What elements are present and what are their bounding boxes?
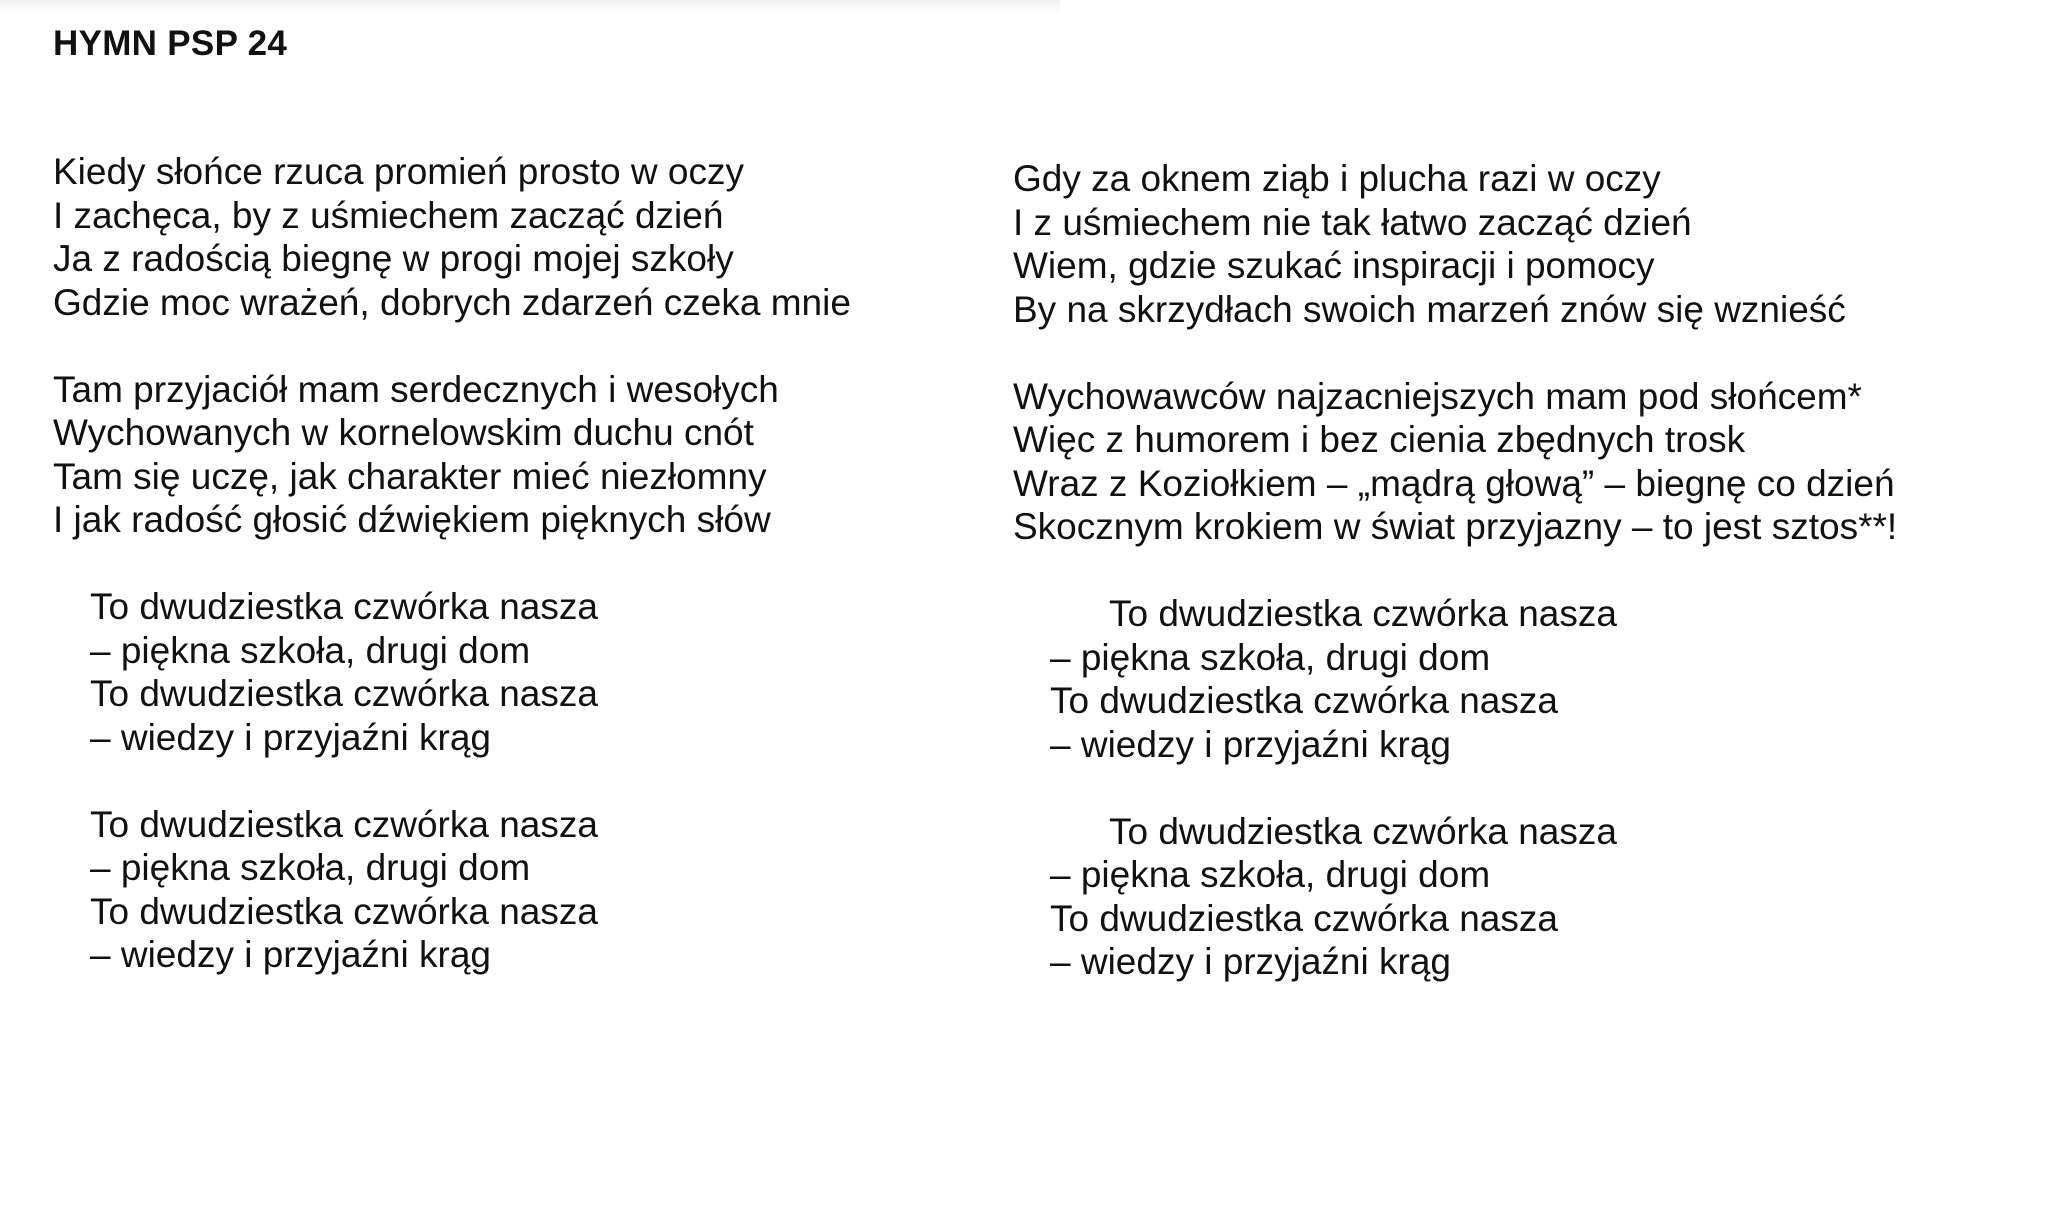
chorus-line: – wiedzy i przyjaźni krąg	[1050, 723, 1451, 765]
chorus-line: To dwudziestka czwórka nasza	[1050, 897, 1558, 939]
lyric-line: Wychowanych w kornelowskim duchu cnót	[53, 412, 754, 453]
top-edge-shadow	[0, 0, 1060, 14]
lyric-line: Wiem, gdzie szukać inspiracji i pomocy	[1013, 245, 1655, 286]
lyric-line: I jak radość głosić dźwiękiem pięknych słów	[53, 499, 771, 540]
lyric-line: Skocznym krokiem w świat przyjazny – to jest sztos**!	[1013, 506, 1898, 547]
lyric-line: Gdzie moc wrażeń, dobrych zdarzeń czeka mnie	[53, 281, 851, 323]
right-chorus-1	[1013, 592, 1897, 766]
lyric-line: I z uśmiechem nie tak łatwo zacząć dzień	[1013, 201, 1692, 243]
left-chorus-2	[53, 803, 851, 977]
chorus-line: To dwudziestka czwórka nasza	[90, 890, 598, 932]
lyric-line: I zachęca, by z uśmiechem zacząć dzień	[53, 194, 724, 236]
chorus-line: To dwudziestka czwórka nasza	[1109, 810, 1617, 852]
chorus-line: – piękna szkoła, drugi dom	[90, 847, 531, 888]
chorus-line: To dwudziestka czwórka nasza	[90, 586, 598, 627]
chorus-line: To dwudziestka czwórka nasza	[90, 803, 598, 845]
chorus-line: – wiedzy i przyjaźni krąg	[90, 934, 491, 975]
left-verse-1	[53, 150, 851, 324]
chorus-line: To dwudziestka czwórka nasza	[1109, 593, 1617, 634]
chorus-line: – piękna szkoła, drugi dom	[1050, 636, 1491, 678]
chorus-line: – wiedzy i przyjaźni krąg	[90, 716, 491, 758]
right-verse-1	[1013, 157, 1897, 331]
right-column	[1013, 157, 1897, 1027]
lyric-line: By na skrzydłach swoich marzeń znów się wznieść	[1013, 288, 1846, 330]
lyric-line: Kiedy słońce rzuca promień prosto w oczy	[53, 151, 744, 192]
lyric-line: Tam się uczę, jak charakter mieć niezłomny	[53, 455, 767, 497]
chorus-line: – piękna szkoła, drugi dom	[90, 629, 531, 671]
right-verse-2	[1013, 375, 1897, 549]
left-verse-2	[53, 368, 851, 542]
lyric-line: Wychowawców najzacniejszych mam pod słońcem*	[1013, 375, 1862, 417]
left-chorus-1	[53, 585, 851, 759]
lyric-line: Więc z humorem i bez cienia zbędnych trosk	[1013, 419, 1746, 460]
right-chorus-2	[1013, 810, 1897, 984]
chorus-line: – wiedzy i przyjaźni krąg	[1050, 941, 1451, 982]
page-title: HYMN PSP 24	[53, 24, 288, 63]
chorus-line: To dwudziestka czwórka nasza	[90, 673, 598, 714]
chorus-line: – piękna szkoła, drugi dom	[1050, 854, 1491, 895]
left-column	[53, 150, 851, 1020]
lyric-line: Tam przyjaciół mam serdecznych i wesołych	[53, 368, 779, 410]
lyric-line: Ja z radością biegnę w progi mojej szkoły	[53, 238, 734, 279]
lyric-line: Gdy za oknem ziąb i plucha razi w oczy	[1013, 158, 1661, 199]
chorus-line: To dwudziestka czwórka nasza	[1050, 680, 1558, 721]
lyric-line: Wraz z Koziołkiem – „mądrą głową” – biegnę co dzień	[1013, 462, 1895, 504]
